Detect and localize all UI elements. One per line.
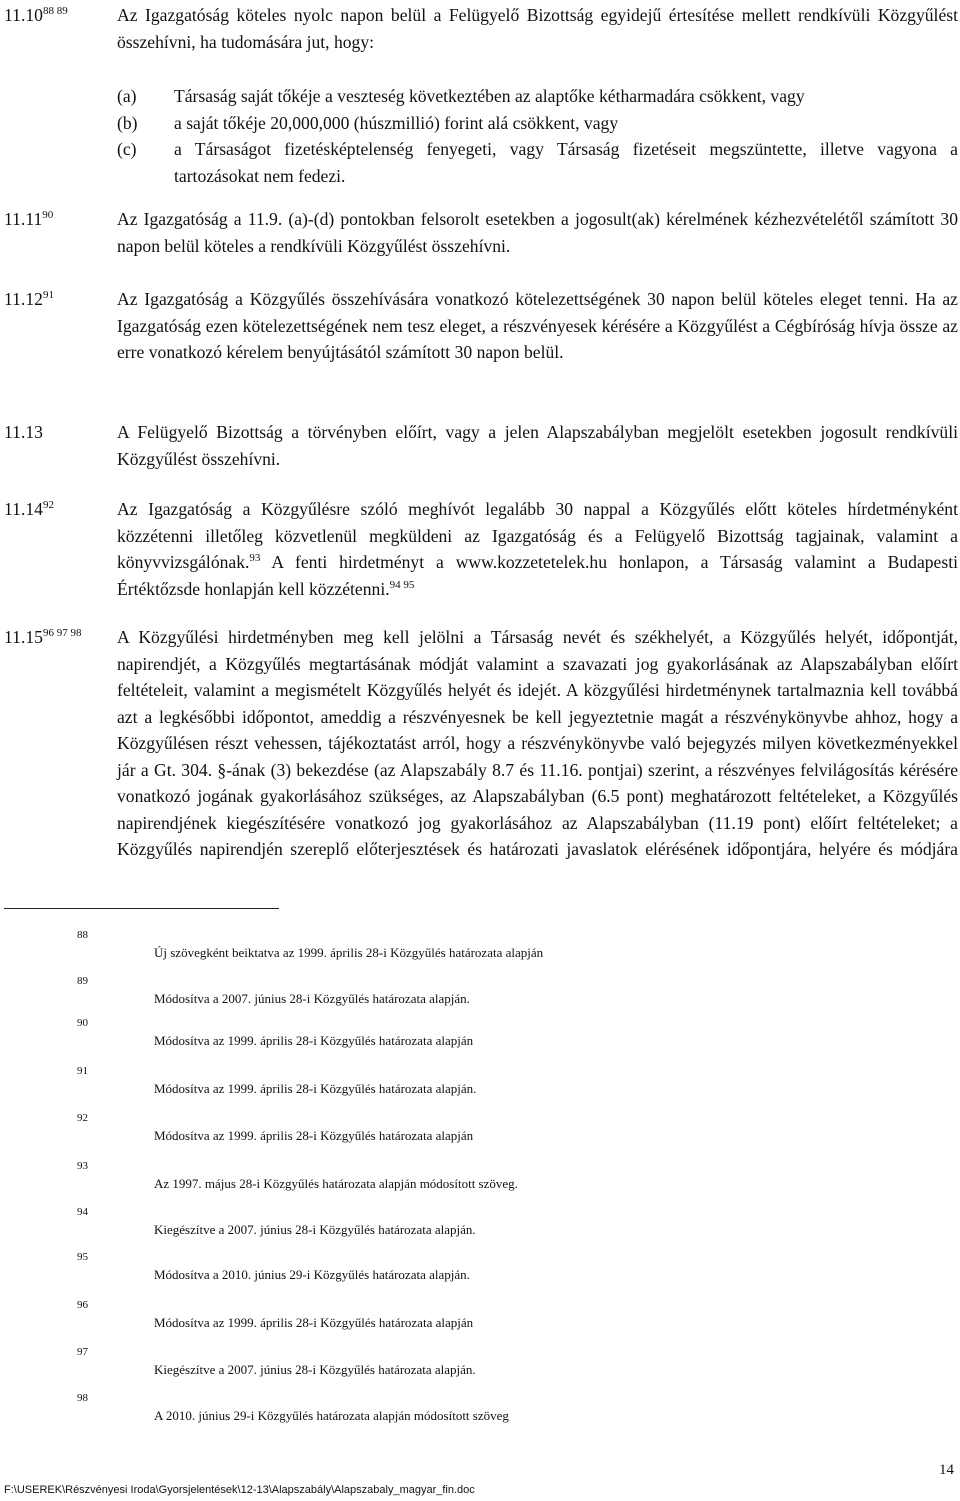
footnote-number: 88	[77, 929, 88, 941]
section-text: Az Igazgatóság a Közgyűlésre szóló meghívót legalább 30 nappal a Közgyűlés előtt köteles hírdetményként közzétenni illetőleg közvetlenül megküldeni az Igazgatóság és a Felügyelő Bizottság tagjainak, valamint a könyvvizsgálónak.$^{93}$ A fenti hirdetményt a www.kozzetetelek.hu honlapon, a Társaság valamint a Budapesti Értéktőzsde honlapján kell közzétenni.$^{94 95}$	[117, 499, 958, 599]
footnote-number: 91	[77, 1065, 88, 1077]
list-text: Társaság saját tőkéje a veszteség következtében az alaptőke kétharmadára csökkent, vagy	[174, 86, 805, 106]
footnote-separator	[4, 908, 279, 909]
footnote-ref: 90	[42, 209, 54, 221]
section-text: A Felügyelő Bizottság a törvényben előírt, vagy a jelen Alapszabályban megjelölt esetekben jogosult rendkívüli Közgyűlést összehívni.	[117, 422, 958, 469]
footnote-number: 98	[77, 1392, 88, 1404]
section-text: Az Igazgatóság a Közgyűlés összehívására vonatkozó kötelezettségének 30 napon belül köteles eleget tenni. Ha az Igazgatóság ezen kötelezettségének nem tesz eleget, a részvényesek kérésére a Közgyűlést a Cégbíróság hívja össze az erre vonatkozó kérelem benyújtásától számított 30 napon belül.	[117, 289, 958, 362]
footnote-text: Kiegészítve a 2007. június 28-i Közgyűlés határozata alapján.	[154, 1222, 476, 1237]
footnote-number: 90	[77, 1017, 88, 1029]
section-number: 11.13	[4, 422, 43, 442]
footnote-text: A 2010. június 29-i Közgyűlés határozata alapján módosított szöveg	[154, 1408, 509, 1423]
footnote-number: 95	[77, 1251, 88, 1263]
footnote-number: 92	[77, 1112, 88, 1124]
list-text: a Társaságot fizetésképtelenség fenyegeti, vagy Társaság fizetéseit megszüntette, illetve vagyona a tartozásokat nem fedezi.	[174, 139, 958, 186]
section-number: $11.15^{96 97 98}$	[4, 627, 82, 647]
footnote-number: 97	[77, 1346, 88, 1358]
footnote-ref: 94 95	[389, 578, 415, 591]
footnote-text: Módosítva a 2010. június 29-i Közgyűlés határozata alapján.	[154, 1267, 470, 1282]
list-label: (a)	[117, 86, 137, 106]
section-number: 11.11$^{90}$	[4, 209, 54, 229]
condition-list	[117, 83, 958, 189]
footnote-number: 93	[77, 1160, 88, 1172]
footnote-number: 96	[77, 1299, 88, 1311]
footnote-number: 94	[77, 1206, 88, 1218]
list-label: (c)	[117, 139, 137, 159]
list-label: (b)	[117, 112, 138, 133]
file-path: F:\USEREK\Részvényesi Iroda\Gyorsjelentések\12-13\Alapszabály\Alapszabaly_magyar_fin.doc	[4, 1484, 475, 1496]
footnote-text: Módosítva a 2007. június 28-i Közgyűlés határozata alapján.	[154, 991, 470, 1006]
footnote-ref: 92	[42, 499, 54, 511]
page-number: 14	[939, 1462, 954, 1478]
footnote-ref: 88 89	[42, 5, 68, 17]
footnote-ref: 93	[249, 552, 261, 564]
list-text: a saját tőkéje 20,000,000 (húszmillió) forint alá csökkent, vagy	[174, 112, 619, 133]
section-number: 11.12$^{91}$	[4, 289, 54, 309]
section-intro: Az Igazgatóság köteles nyolc napon belül a Felügyelő Bizottság egyidejű értesítése mellett rendkívüli Közgyűlést összehívni, ha tudomására jut, hogy:	[117, 5, 958, 52]
section-text: Az Igazgatóság a 11.9. (a)-(d) pontokban felsorolt esetekben a jogosult(ak) kérelmének kézhezvételétől számított 30 napon belül köteles a rendkívüli Közgyűlést összehívni.	[117, 209, 958, 256]
footnote-ref: 91	[42, 289, 54, 301]
footnote-text: Módosítva az 1999. április 28-i Közgyűlés határozata alapján	[154, 1033, 474, 1048]
section-text: A Közgyűlési hirdetményben meg kell jelölni a Társaság nevét és székhelyét, a Közgyűlés helyét, időpontját, napirendjét, a Közgyűlés megtartásának módját valamint a szavazati jog gyakorlásának az Alapszabályban előírt feltételeit, valamint a megismételt Közgyűlés helyét és idejét. A közgyűlési hirdetménynek tartalmaznia kell továbbá azt a legkésőbbi időpontot, ameddig a részvényesnek be kell jegyeztetnie magát a részvénykönyvbe ahhoz, hogy a Közgyűlésen részt vehessen, tájékoztatást arról, hogy a részvénykönyvbe való bejegyzés milyen következményekkel jár a Gt. 304. §-ának (3) bekezdése (az Alapszabály 8.7 és 11.16. pontjai) szerint, a részvényes felvilágosítás kérésére vonatkozó jogának gyakorlásához szükséges, az Alapszabályban (6.5 pont) meghatározott feltételeket, a Közgyűlés napirendjének kiegészítésére vonatkozó jog gyakorlásához az Alapszabályban (11.19 pont) előírt feltételeket; a Közgyűlés napirendjén szereplő előterjesztések és határozati javaslatok elérésének időpontjára, helyére és módjára	[117, 627, 958, 859]
section-number: $11.10^{88 89}$	[4, 5, 68, 25]
footnote-text: Az 1997. május 28-i Közgyűlés határozata alapján módosított szöveg.	[154, 1176, 518, 1191]
footnote-text: Módosítva az 1999. április 28-i Közgyűlés határozata alapján	[154, 1315, 474, 1330]
footnote-text: Módosítva az 1999. április 28-i Közgyűlés határozata alapján	[154, 1128, 474, 1143]
footnote-text: Módosítva az 1999. április 28-i Közgyűlés határozata alapján.	[154, 1081, 477, 1096]
list-item	[117, 136, 958, 189]
footnote-text: Kiegészítve a 2007. június 28-i Közgyűlés határozata alapján.	[154, 1362, 476, 1377]
section-number: 11.14$^{92}$	[4, 499, 54, 519]
list-item	[117, 110, 958, 137]
footnote-ref: 96 97 98	[42, 627, 82, 639]
list-item	[117, 83, 958, 110]
footnote-number: 89	[77, 975, 88, 987]
footnote-text: Új szövegként beiktatva az 1999. április 28-i Közgyűlés határozata alapján	[154, 945, 544, 960]
